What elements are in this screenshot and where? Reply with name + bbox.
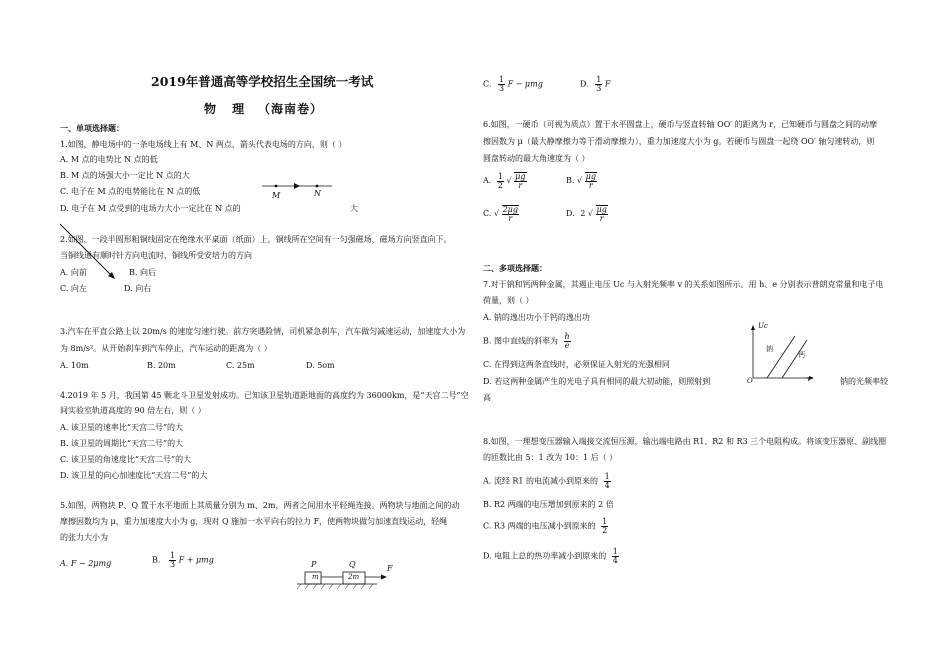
- q7-option-b[interactable]: [483, 333, 571, 350]
- q8-option-a-fraction: [604, 473, 611, 490]
- q6-option-d[interactable]: D. 2 √ $\frac{\mu g}{r}$: [566, 205, 607, 223]
- q6-option-d-radicand: [596, 205, 608, 223]
- q2-line-2: 当铜线通有顺时针方向电流时，铜线所受安培力的方向: [60, 251, 252, 260]
- q8-option-b[interactable]: B. R2 两端的电压增加到原来的 2 倍: [483, 500, 614, 509]
- q6-option-c-rad-den: r: [508, 214, 513, 223]
- q4-option-a[interactable]: A. 该卫星的速率比“天宫二号”的大: [60, 423, 184, 432]
- q8-option-c-fraction: [601, 518, 608, 535]
- q7-line-1: 7.对于钠和钙两种金属，其遏止电压 Uc 与入射光频率 v 的关系如图所示。用 h、e 分别表示普朗克常量和电子电: [483, 280, 884, 289]
- q8-option-c-den: 2: [602, 526, 608, 535]
- q6-option-c-rad-num: 2μg: [502, 205, 519, 214]
- q8-option-d-prefix: D. 电阻上总的热功率减小到原来的: [483, 551, 607, 561]
- q3-line-1: 3.汽车在平直公路上以 20m/s 的速度匀速行驶。前方突遇险情，司机紧急刹车，汽车做匀减速运动，加速度大小为: [60, 327, 466, 336]
- q7-graph-y-label: Uc: [758, 322, 768, 330]
- q7-graph-x-label: v: [807, 375, 811, 383]
- q6-option-b-radicand: [585, 172, 597, 190]
- q4-line-1: 4.2019 年 5 月，我国第 45 颗北斗卫星发射成功。已知该卫星轨道距地面的高度约为 36000km，是“天宫二号”空: [60, 391, 469, 400]
- q1-option-c[interactable]: C. 电子在 M 点的电势能比在 N 点的低: [60, 187, 201, 196]
- q4-option-d[interactable]: D. 该卫星的向心加速度比“天宫二号”的大: [60, 471, 208, 480]
- q1-option-a[interactable]: A. M 点的电势比 N 点的低: [60, 155, 158, 164]
- q6-option-b-rad-num: μg: [585, 172, 596, 181]
- q6-option-b-prefix: B.: [566, 176, 575, 185]
- q3-option-c[interactable]: C. 25m: [226, 361, 255, 370]
- q8-option-a-prefix: A. 流经 R1 的电流减小到原来的: [483, 476, 599, 486]
- q8-option-c[interactable]: [483, 518, 608, 535]
- q7-option-c[interactable]: C. 在得到这两条直线时，必须保证入射光的光强相同: [483, 360, 670, 369]
- q7-option-b-num: h: [564, 332, 570, 341]
- q7-option-d[interactable]: D. 若这两种金属产生的光电子具有相同的最大初动能，则照射到: [483, 377, 711, 386]
- q1-option-d[interactable]: D. 电子在 M 点受到的电场力大小一定比在 N 点的: [60, 204, 241, 213]
- q5-option-c-fraction: [498, 76, 505, 93]
- q6-option-c-prefix: C.: [483, 209, 492, 218]
- q8-option-c-num: 1: [602, 517, 608, 526]
- q6-option-a[interactable]: A. $\frac{1}{2}$ √ $\frac{\mu g}{r}$: [483, 171, 526, 190]
- q7-option-d-tail: 钠的光频率较: [840, 377, 888, 386]
- q6-option-d-coef: 2: [580, 209, 586, 218]
- q3-option-b[interactable]: B. 20m: [147, 361, 176, 370]
- q6-option-d-prefix: D.: [566, 209, 575, 218]
- q7-option-b-fraction: [564, 333, 571, 350]
- q5-option-d-num: 1: [596, 75, 602, 84]
- q6-option-a-prefix: A.: [483, 176, 492, 185]
- q6-option-a-radicand: [514, 172, 526, 190]
- q7-option-b-den: e: [564, 341, 570, 350]
- q6-option-d-rad-den: r: [599, 214, 604, 223]
- q6-line-2: 擦因数为 μ（最大静摩擦力等于滑动摩擦力），重力加速度大小为 g。若硬币与圆盘一起绕 OO′ 轴匀速转动，则: [483, 137, 875, 146]
- q5-option-b[interactable]: [152, 552, 214, 569]
- q2-option-b[interactable]: B. 向后: [129, 268, 156, 277]
- q6-option-a-coef-den: 2: [497, 180, 503, 190]
- q4-option-b[interactable]: B. 该卫星的周期比“天宫二号”的大: [60, 439, 184, 448]
- q6-option-c-radicand: [502, 205, 519, 223]
- q1-option-b[interactable]: B. M 点的场强大小一定比 N 点的大: [60, 171, 190, 180]
- q7-option-a[interactable]: A. 钠的逸出功小于钙的逸出功: [483, 313, 590, 322]
- q5-option-c-prefix: C.: [483, 79, 492, 89]
- q5-option-c-tail: F − μmg: [507, 79, 543, 89]
- q8-option-d[interactable]: [483, 548, 619, 565]
- q5-option-d-tail: F: [604, 79, 611, 89]
- q7-line-2: 荷量，则（ ）: [483, 296, 534, 305]
- q1-option-d-tail: 大: [350, 204, 358, 213]
- q6-line-3: 圆盘转动的最大角速度为（ ）: [483, 154, 590, 163]
- q5-label-q: Q: [349, 560, 356, 569]
- q5-line-1: 5.如图，两物块 P、Q 置于水平地面上其质量分别为 m、2m，两者之间用水平轻绳连接。两物块与地面之间的动: [60, 501, 460, 510]
- q8-option-c-prefix: C. R3 两端的电压减小到原来的: [483, 521, 596, 531]
- q5-option-a[interactable]: A. F − 2μmg: [60, 559, 112, 568]
- q7-option-b-prefix: B. 图中直线的斜率为: [483, 336, 558, 346]
- q5-line-3: 的张力大小为: [60, 533, 108, 542]
- q5-option-d-den: 3: [596, 84, 602, 93]
- q7-graph-calcium-label: 钙: [798, 351, 805, 359]
- q6-option-a-coef: [497, 173, 504, 190]
- q5-option-b-den: 3: [169, 560, 176, 569]
- q8-line-1: 8.如图，一理想变压器输入端接交流恒压源，输出端电路由 R1、R2 和 R3 三个电阻构成。将该变压器原、副线圈: [483, 437, 887, 446]
- section-heading-single-choice: 一、单项选择题：: [60, 123, 124, 133]
- q5-option-b-prefix: B.: [152, 555, 161, 565]
- q1-label-n: N: [314, 189, 321, 198]
- q8-option-a[interactable]: [483, 473, 611, 490]
- q6-option-a-rad-num: μg: [515, 172, 526, 181]
- q5-label-p: P: [311, 560, 317, 569]
- q3-option-d[interactable]: D. 5om: [306, 361, 335, 370]
- q5-option-c[interactable]: [483, 76, 543, 93]
- q2-option-c[interactable]: C. 向左: [60, 284, 87, 293]
- q8-line-2: 的匝数比由 5：1 改为 10：1 后（ ）: [483, 453, 618, 462]
- q8-option-d-fraction: [612, 548, 619, 565]
- q7-graph-sodium-label: 钠: [766, 345, 773, 353]
- q5-label-m: m: [312, 573, 319, 581]
- q5-label-2m: 2m: [348, 573, 360, 581]
- q6-option-a-rad-den: r: [518, 181, 523, 190]
- q6-line-1: 6.如图，一硬币（可视为质点）置于水平圆盘上，硬币与竖直转轴 OO′ 的距离为 r，已知硬币与圆盘之间的动摩: [483, 120, 878, 129]
- q8-option-d-den: 4: [612, 556, 618, 565]
- q5-option-d[interactable]: [580, 76, 610, 93]
- exam-subject: 物 理: [204, 102, 246, 116]
- q5-option-b-num: 1: [169, 551, 176, 560]
- q6-option-b-rad-den: r: [588, 181, 593, 190]
- q7-graph-origin: O: [747, 377, 753, 385]
- q5-option-d-fraction: [595, 76, 602, 93]
- q5-option-c-den: 3: [498, 84, 505, 93]
- q2-option-d[interactable]: D. 向右: [124, 284, 152, 293]
- q5-option-d-prefix: D.: [580, 79, 589, 89]
- q8-option-a-den: 4: [604, 481, 610, 490]
- exam-title: 2019年普通高等学校招生全国统一考试: [151, 74, 374, 89]
- q5-option-b-fraction: [169, 552, 176, 569]
- q6-option-d-rad-num: μg: [596, 205, 607, 214]
- q5-label-f: F: [387, 564, 393, 573]
- q2-option-a[interactable]: A. 向前: [60, 268, 87, 277]
- q5-line-2: 摩擦因数均为 μ，重力加速度大小为 g，现对 Q 施加一水平向右的拉力 F，使两物块做匀加速直线运动，轻绳: [60, 517, 448, 526]
- q6-option-b[interactable]: B. √ $\frac{\mu g}{r}$: [566, 172, 596, 190]
- q3-option-a[interactable]: A. 10m: [60, 361, 89, 370]
- q8-option-a-num: 1: [604, 472, 610, 481]
- q2-line-1: 2.如图，一段半圆形粗铜线固定在绝缘水平桌面（纸面）上，铜线所在空间有一匀强磁场，磁场方向竖直向下。: [60, 235, 452, 244]
- q6-option-c[interactable]: C. √ $\frac{2\mu g}{r}$: [483, 205, 519, 223]
- q1-stem: 1.如图，静电场中的一条电场线上有 M、N 两点，箭头代表电场的方向，则（ ）: [60, 140, 347, 149]
- q4-line-2: 间实验室轨道高度的 90 倍左右，则（ ）: [60, 406, 206, 415]
- q8-option-d-num: 1: [612, 547, 618, 556]
- q3-line-2: 为 8m/s²。从开始刹车到汽车停止，汽车运动的距离为（ ）: [60, 344, 272, 353]
- q1-label-m: M: [272, 191, 281, 200]
- q7-option-d-line-2: 高: [483, 393, 491, 402]
- q5-option-c-num: 1: [498, 75, 505, 84]
- exam-paper-name: （海南卷）: [258, 102, 324, 116]
- q6-option-a-coef-num: 1: [497, 171, 503, 181]
- q4-option-c[interactable]: C. 该卫星的角速度比“天宫二号”的大: [60, 455, 192, 464]
- section-heading-multiple-choice: 二、多项选择题：: [483, 263, 547, 273]
- q5-option-b-tail: F + μmg: [178, 555, 214, 565]
